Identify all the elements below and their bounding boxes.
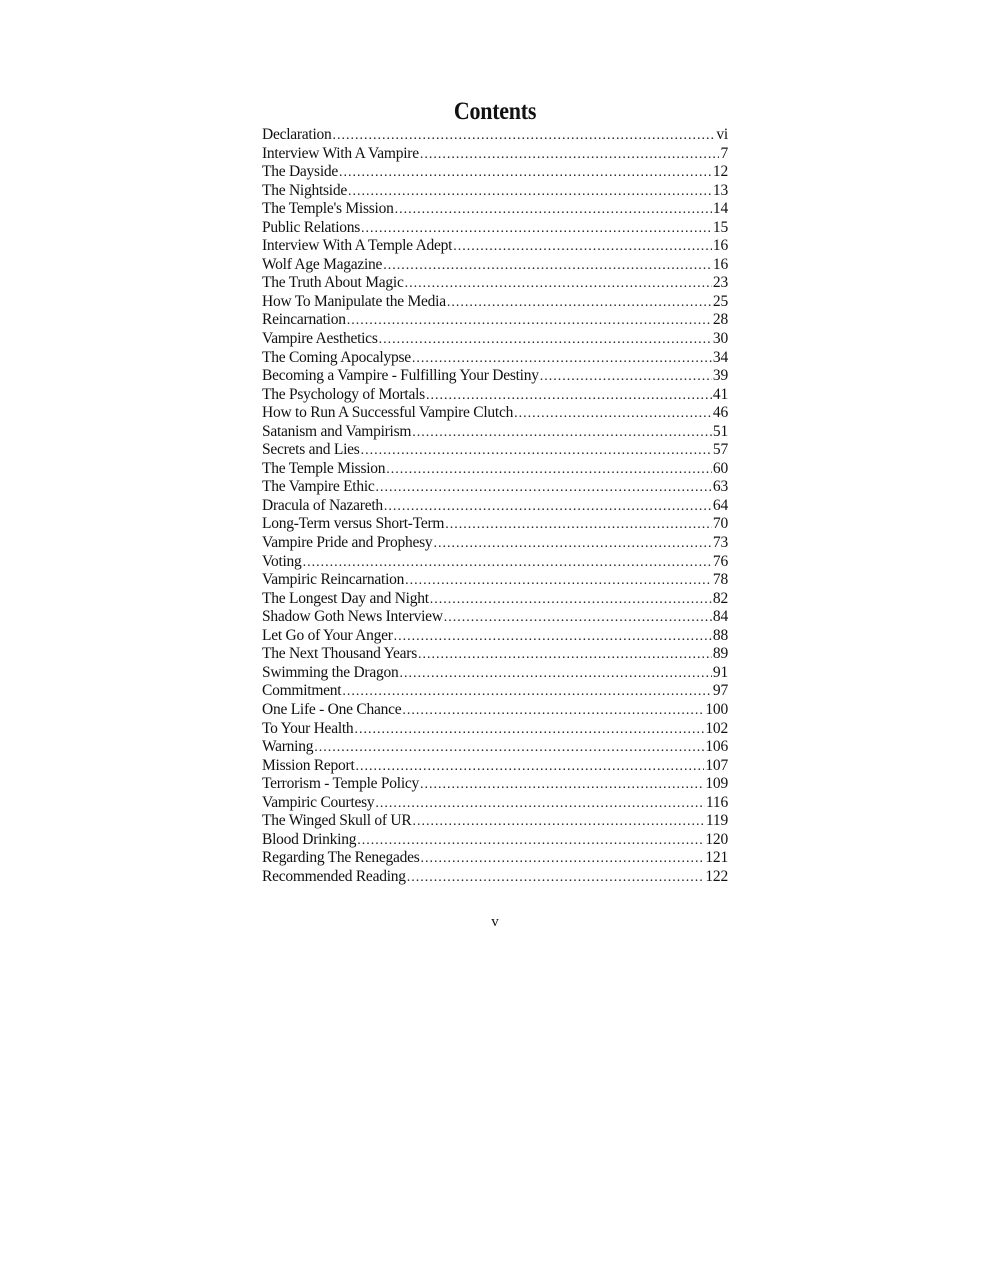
toc-entry-title: The Vampire Ethic <box>262 478 375 496</box>
toc-entry-page: 41 <box>712 385 728 403</box>
toc-entry <box>262 126 728 145</box>
toc-entry-title: The Longest Day and Night <box>262 589 429 607</box>
toc-entry <box>262 423 728 442</box>
dot-leader <box>426 387 712 405</box>
dot-leader <box>303 554 712 572</box>
toc-entry-page: 84 <box>712 608 728 626</box>
toc-entry <box>262 590 728 609</box>
toc-entry-page: 30 <box>712 330 728 348</box>
dot-leader <box>384 498 712 516</box>
toc-entry-title: Blood Drinking <box>262 830 357 848</box>
toc-entry <box>262 757 728 776</box>
toc-entry-title: Commitment <box>262 682 342 700</box>
dot-leader <box>379 331 712 349</box>
toc-entry-title: Interview With A Vampire <box>262 144 419 162</box>
toc-entry-page: 116 <box>705 793 728 811</box>
toc-entry <box>262 534 728 553</box>
toc-entry <box>262 274 728 293</box>
toc-entry-page: vi <box>716 126 728 143</box>
dot-leader <box>383 257 712 275</box>
toc-entry <box>262 682 728 701</box>
toc-entry <box>262 738 728 757</box>
toc-entry-page: 23 <box>712 274 728 292</box>
toc-entry-page: 73 <box>712 534 728 552</box>
dot-leader <box>348 183 712 201</box>
toc-entry <box>262 293 728 312</box>
dot-leader <box>333 127 716 145</box>
toc-entry <box>262 831 728 850</box>
toc-entry <box>262 868 728 887</box>
dot-leader <box>356 758 705 776</box>
toc-entry-title: Declaration <box>262 126 332 143</box>
toc-entry-page: 12 <box>712 163 728 181</box>
toc-entry-title: Becoming a Vampire - Fulfilling Your Destiny <box>262 367 539 385</box>
toc-entry-title: The Dayside <box>262 163 339 181</box>
dot-leader <box>445 516 712 534</box>
toc-entry-page: 106 <box>705 738 728 756</box>
toc-entry-page: 70 <box>712 515 728 533</box>
toc-entry <box>262 775 728 794</box>
toc-entry-page: 34 <box>712 348 728 366</box>
dot-leader <box>412 813 704 831</box>
toc-entry-title: The Next Thousand Years <box>262 645 417 663</box>
toc-entry-title: Warning <box>262 738 314 756</box>
toc-entry-page: 107 <box>705 756 728 774</box>
toc-entry <box>262 571 728 590</box>
dot-leader <box>444 609 712 627</box>
toc-entry-title: Mission Report <box>262 756 355 774</box>
toc-entry-title: Vampiric Courtesy <box>262 793 375 811</box>
toc-entry-title: Voting <box>262 552 302 570</box>
toc-entry-page: 100 <box>705 700 728 718</box>
toc-entry-page: 89 <box>712 645 728 663</box>
table-of-contents <box>262 126 728 886</box>
dot-leader <box>361 220 712 238</box>
toc-entry-page: 7 <box>720 144 728 162</box>
toc-entry-title: Let Go of Your Anger <box>262 626 393 644</box>
toc-entry-title: Vampire Aesthetics <box>262 330 378 348</box>
toc-entry <box>262 163 728 182</box>
toc-entry <box>262 645 728 664</box>
toc-entry-title: The Coming Apocalypse <box>262 348 411 366</box>
toc-entry-title: Secrets and Lies <box>262 441 360 459</box>
toc-entry <box>262 664 728 683</box>
dot-leader <box>361 442 712 460</box>
toc-entry-page: 121 <box>705 849 728 867</box>
toc-entry-page: 63 <box>712 478 728 496</box>
toc-entry <box>262 311 728 330</box>
dot-leader <box>342 683 712 701</box>
dot-leader <box>412 350 712 368</box>
toc-entry-title: The Psychology of Mortals <box>262 385 425 403</box>
dot-leader <box>394 628 712 646</box>
dot-leader <box>386 461 712 479</box>
toc-entry-title: The Winged Skull of UR <box>262 812 412 830</box>
toc-entry <box>262 553 728 572</box>
toc-entry <box>262 478 728 497</box>
dot-leader <box>347 312 712 330</box>
toc-entry-title: Satanism and Vampirism <box>262 422 412 440</box>
toc-entry-page: 39 <box>712 367 728 385</box>
dot-leader <box>395 201 712 219</box>
dot-leader <box>405 275 712 293</box>
toc-entry <box>262 497 728 516</box>
toc-entry-page: 109 <box>705 775 728 793</box>
toc-entry-page: 102 <box>705 719 728 737</box>
dot-leader <box>407 869 705 887</box>
dot-leader <box>405 572 712 590</box>
toc-entry <box>262 200 728 219</box>
dot-leader <box>421 850 705 868</box>
dot-leader <box>339 164 712 182</box>
toc-entry-title: Regarding The Renegades <box>262 849 420 867</box>
toc-entry-page: 122 <box>705 867 728 885</box>
toc-entry-page: 57 <box>712 441 728 459</box>
dot-leader <box>354 721 704 739</box>
toc-entry-page: 78 <box>712 571 728 589</box>
toc-entry <box>262 849 728 868</box>
toc-entry-title: The Nightside <box>262 181 347 199</box>
dot-leader <box>399 665 711 683</box>
toc-entry <box>262 515 728 534</box>
toc-entry-title: Swimming the Dragon <box>262 663 399 681</box>
toc-entry-title: Recommended Reading <box>262 867 406 885</box>
dot-leader <box>420 146 720 164</box>
page-number: v <box>491 914 499 930</box>
toc-entry-page: 120 <box>705 830 728 848</box>
toc-entry-page: 60 <box>712 459 728 477</box>
toc-entry-page: 25 <box>712 292 728 310</box>
toc-entry-title: The Temple Mission <box>262 459 386 477</box>
dot-leader <box>433 535 711 553</box>
toc-entry-title: To Your Health <box>262 719 354 737</box>
toc-entry <box>262 386 728 405</box>
toc-entry-page: 51 <box>712 422 728 440</box>
toc-entry-page: 82 <box>712 589 728 607</box>
dot-leader <box>430 591 712 609</box>
toc-entry <box>262 219 728 238</box>
toc-entry-title: Reincarnation <box>262 311 346 329</box>
toc-entry-title: Wolf Age Magazine <box>262 255 383 273</box>
toc-entry-title: Dracula of Nazareth <box>262 496 383 514</box>
toc-entry-page: 64 <box>712 496 728 514</box>
toc-entry-page: 97 <box>712 682 728 700</box>
toc-entry-page: 28 <box>712 311 728 329</box>
toc-entry <box>262 237 728 256</box>
toc-entry <box>262 460 728 479</box>
toc-entry <box>262 794 728 813</box>
toc-entry-page: 119 <box>705 812 728 830</box>
toc-entry-title: Public Relations <box>262 218 361 236</box>
dot-leader <box>447 294 712 312</box>
dot-leader <box>420 776 704 794</box>
toc-entry-title: The Temple's Mission <box>262 200 394 218</box>
toc-entry-page: 16 <box>712 237 728 255</box>
dot-leader <box>357 832 704 850</box>
dot-leader <box>375 795 705 813</box>
toc-entry <box>262 145 728 164</box>
toc-entry <box>262 404 728 423</box>
toc-entry-title: Terrorism - Temple Policy <box>262 775 420 793</box>
page-title: Contents <box>453 98 537 125</box>
toc-entry-page: 16 <box>712 255 728 273</box>
dot-leader <box>402 702 704 720</box>
toc-entry-page: 88 <box>712 626 728 644</box>
dot-leader <box>314 739 704 757</box>
toc-entry-page: 14 <box>712 200 728 218</box>
toc-entry-title: Interview With A Temple Adept <box>262 237 453 255</box>
toc-entry-page: 91 <box>712 663 728 681</box>
toc-entry-title: How to Run A Successful Vampire Clutch <box>262 404 514 422</box>
toc-entry-page: 76 <box>712 552 728 570</box>
dot-leader <box>540 368 712 386</box>
toc-entry <box>262 608 728 627</box>
toc-entry-title: One Life - One Chance <box>262 700 402 718</box>
toc-entry-title: How To Manipulate the Media <box>262 292 446 310</box>
toc-entry <box>262 812 728 831</box>
toc-entry <box>262 367 728 386</box>
toc-entry-title: Shadow Goth News Interview <box>262 608 443 626</box>
dot-leader <box>376 479 712 497</box>
dot-leader <box>453 238 712 256</box>
toc-entry <box>262 701 728 720</box>
toc-entry <box>262 256 728 275</box>
dot-leader <box>514 405 712 423</box>
toc-entry-page: 15 <box>712 218 728 236</box>
toc-entry-page: 13 <box>712 181 728 199</box>
toc-entry <box>262 330 728 349</box>
toc-entry <box>262 627 728 646</box>
dot-leader <box>412 424 712 442</box>
toc-entry-title: Vampiric Reincarnation <box>262 571 405 589</box>
toc-entry-title: Long-Term versus Short-Term <box>262 515 445 533</box>
toc-entry-title: The Truth About Magic <box>262 274 404 292</box>
toc-entry <box>262 441 728 460</box>
dot-leader <box>418 646 712 664</box>
toc-entry-title: Vampire Pride and Prophesy <box>262 534 433 552</box>
toc-entry <box>262 349 728 368</box>
toc-entry <box>262 720 728 739</box>
toc-entry <box>262 182 728 201</box>
toc-entry-page: 46 <box>712 404 728 422</box>
